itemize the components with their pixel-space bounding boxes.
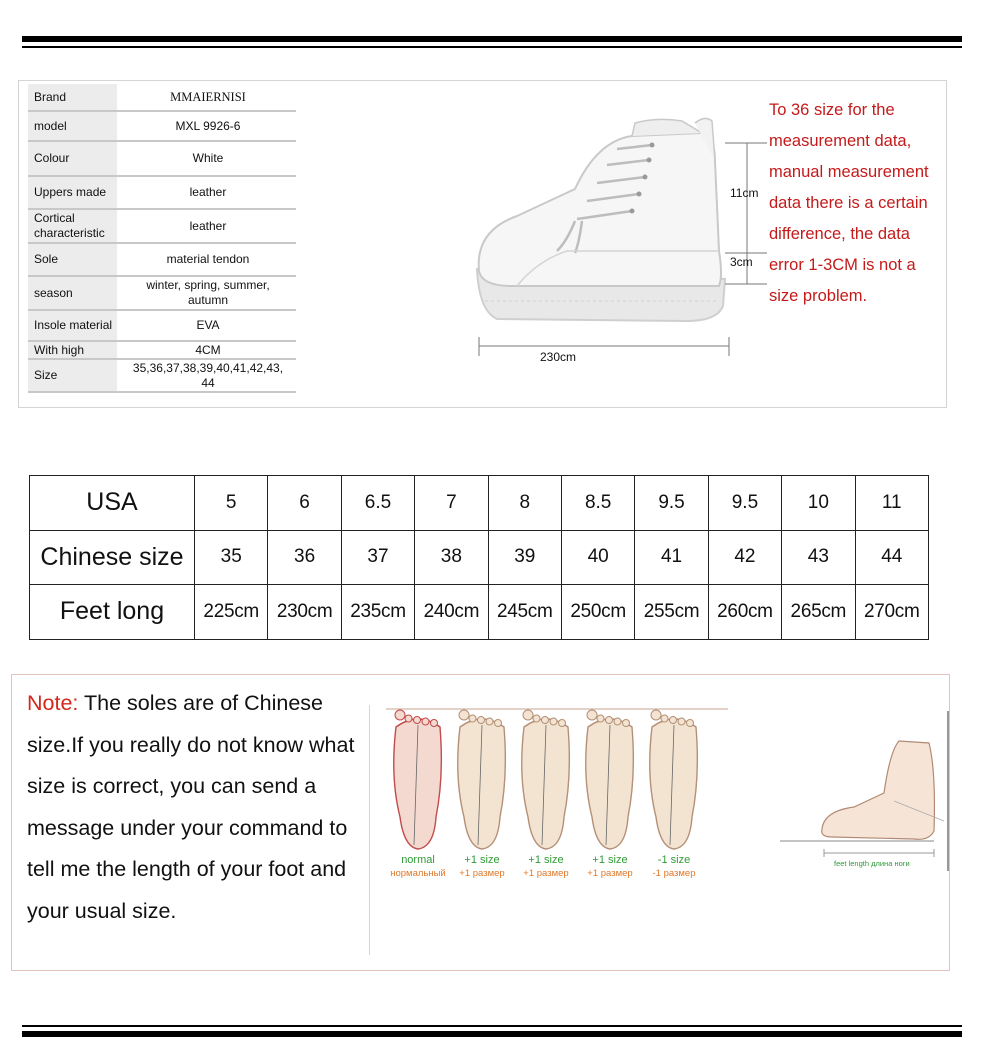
feet-cell: 270cm (855, 585, 928, 640)
usa-cell: 6.5 (341, 476, 414, 531)
spec-label: Brand (28, 84, 117, 110)
chinese-cell: 35 (195, 530, 268, 585)
spec-label: Sole (28, 244, 117, 275)
chinese-cell: 39 (488, 530, 561, 585)
spec-value: White (192, 151, 224, 165)
usa-row-label: USA (30, 476, 195, 531)
spec-label: Size (28, 360, 117, 391)
note-divider (369, 705, 370, 955)
heel-label: 3cm (730, 255, 753, 269)
foot-type-label-ru: +1 размер (523, 868, 569, 879)
spec-row (28, 342, 296, 360)
foot-type-label-ru: -1 размер (652, 868, 696, 879)
feet-cell: 230cm (268, 585, 341, 640)
spec-value: leather (189, 218, 227, 233)
feet-cell: 265cm (782, 585, 855, 640)
spec-panel (18, 80, 947, 408)
usa-cell: 8.5 (561, 476, 634, 531)
feet-cell: 240cm (415, 585, 488, 640)
chinese-cell: 37 (341, 530, 414, 585)
note-label: Note: (27, 691, 79, 715)
chinese-cell: 38 (415, 530, 488, 585)
spec-value: leather (189, 185, 227, 199)
chinese-cell: 42 (708, 530, 781, 585)
foot-outline (522, 710, 570, 849)
foot-type-label: normal (401, 854, 435, 866)
foot-outline (586, 710, 634, 849)
spec-row (28, 142, 296, 177)
measurement-note: To 36 size for the measurement data, manual measurement data there is a certain difference, the data error 1-3CM is not a size problem. (769, 101, 929, 305)
foot-outline (650, 710, 698, 849)
spec-value: 35,36,37,38,39,40,41,42,43, 44 (132, 360, 284, 390)
spec-label: season (28, 277, 117, 309)
spec-row (28, 360, 296, 393)
usa-cell: 10 (782, 476, 855, 531)
spec-value: EVA (196, 318, 220, 332)
feet-cell: 255cm (635, 585, 708, 640)
length-label: 230cm (540, 350, 577, 364)
note-body: The soles are of Chinese size.If you really do not know what size is correct, you can send a message under your command to tell me the length of your foot and your usual size. (27, 691, 355, 923)
chinese-cell: 36 (268, 530, 341, 585)
size-chart-table (29, 475, 929, 640)
chinese-cell: 44 (855, 530, 928, 585)
usa-cell: 9.5 (635, 476, 708, 531)
usa-cell: 9.5 (708, 476, 781, 531)
spec-row (28, 177, 296, 210)
spec-row (28, 112, 296, 142)
spec-label: model (28, 112, 117, 140)
spec-label: Uppers made (28, 177, 117, 208)
feet-row-label: Feet long (30, 585, 195, 640)
height-label: 11cm (730, 186, 759, 200)
boot-figure (457, 101, 777, 401)
usa-cell: 8 (488, 476, 561, 531)
foot-type-label-ru: нормальный (390, 868, 446, 879)
bottom-rule-thick (22, 1031, 962, 1037)
spec-value: MMAIERNISI (170, 89, 246, 104)
spec-value: 4CM (195, 342, 221, 357)
spec-row (28, 277, 296, 311)
top-rule-thick (22, 36, 962, 42)
boot-upper (479, 133, 721, 286)
foot-type-label: +1 size (464, 854, 500, 866)
note-panel (11, 674, 950, 971)
feet-cell: 245cm (488, 585, 561, 640)
bottom-rule-thin (22, 1025, 962, 1027)
foot-type-label-ru: +1 размер (587, 868, 633, 879)
foot-type-label-ru: +1 размер (459, 868, 505, 879)
spec-label: Cortical characteristic (28, 210, 117, 242)
spec-row (28, 311, 296, 342)
chinese-cell: 41 (635, 530, 708, 585)
usa-cell: 6 (268, 476, 341, 531)
side-foot-figure (764, 711, 954, 881)
feet-type-figure (378, 697, 738, 897)
feet-cell: 250cm (561, 585, 634, 640)
spec-label: With high (28, 342, 117, 358)
side-foot-label: feet length длина ноги (834, 859, 910, 868)
usa-row (30, 476, 929, 531)
spec-label: Colour (28, 142, 117, 175)
chinese-cell: 40 (561, 530, 634, 585)
top-rule-thin (22, 46, 962, 48)
note-text (27, 683, 365, 932)
foot-type-label: +1 size (592, 854, 628, 866)
foot-outline (458, 710, 506, 849)
chinese-size-row (30, 530, 929, 585)
usa-cell: 7 (415, 476, 488, 531)
chinese-cell: 43 (782, 530, 855, 585)
feet-cell: 260cm (708, 585, 781, 640)
side-foot-shape (822, 741, 935, 839)
chinese-row-label: Chinese size (30, 530, 195, 585)
spec-row (28, 210, 296, 244)
foot-outline (394, 710, 442, 849)
foot-type-label: +1 size (528, 854, 564, 866)
spec-row (28, 84, 296, 112)
spec-value: MXL 9926-6 (175, 118, 241, 133)
feet-cell: 235cm (341, 585, 414, 640)
spec-row (28, 244, 296, 277)
foot-type-label: -1 size (657, 854, 691, 866)
feet-long-row (30, 585, 929, 640)
spec-table (28, 84, 296, 393)
spec-value: material tendon (166, 252, 250, 266)
spec-label: Insole material (28, 311, 117, 340)
usa-cell: 11 (855, 476, 928, 531)
feet-cell: 225cm (195, 585, 268, 640)
spec-value: winter, spring, summer, autumn (146, 278, 270, 307)
usa-cell: 5 (195, 476, 268, 531)
